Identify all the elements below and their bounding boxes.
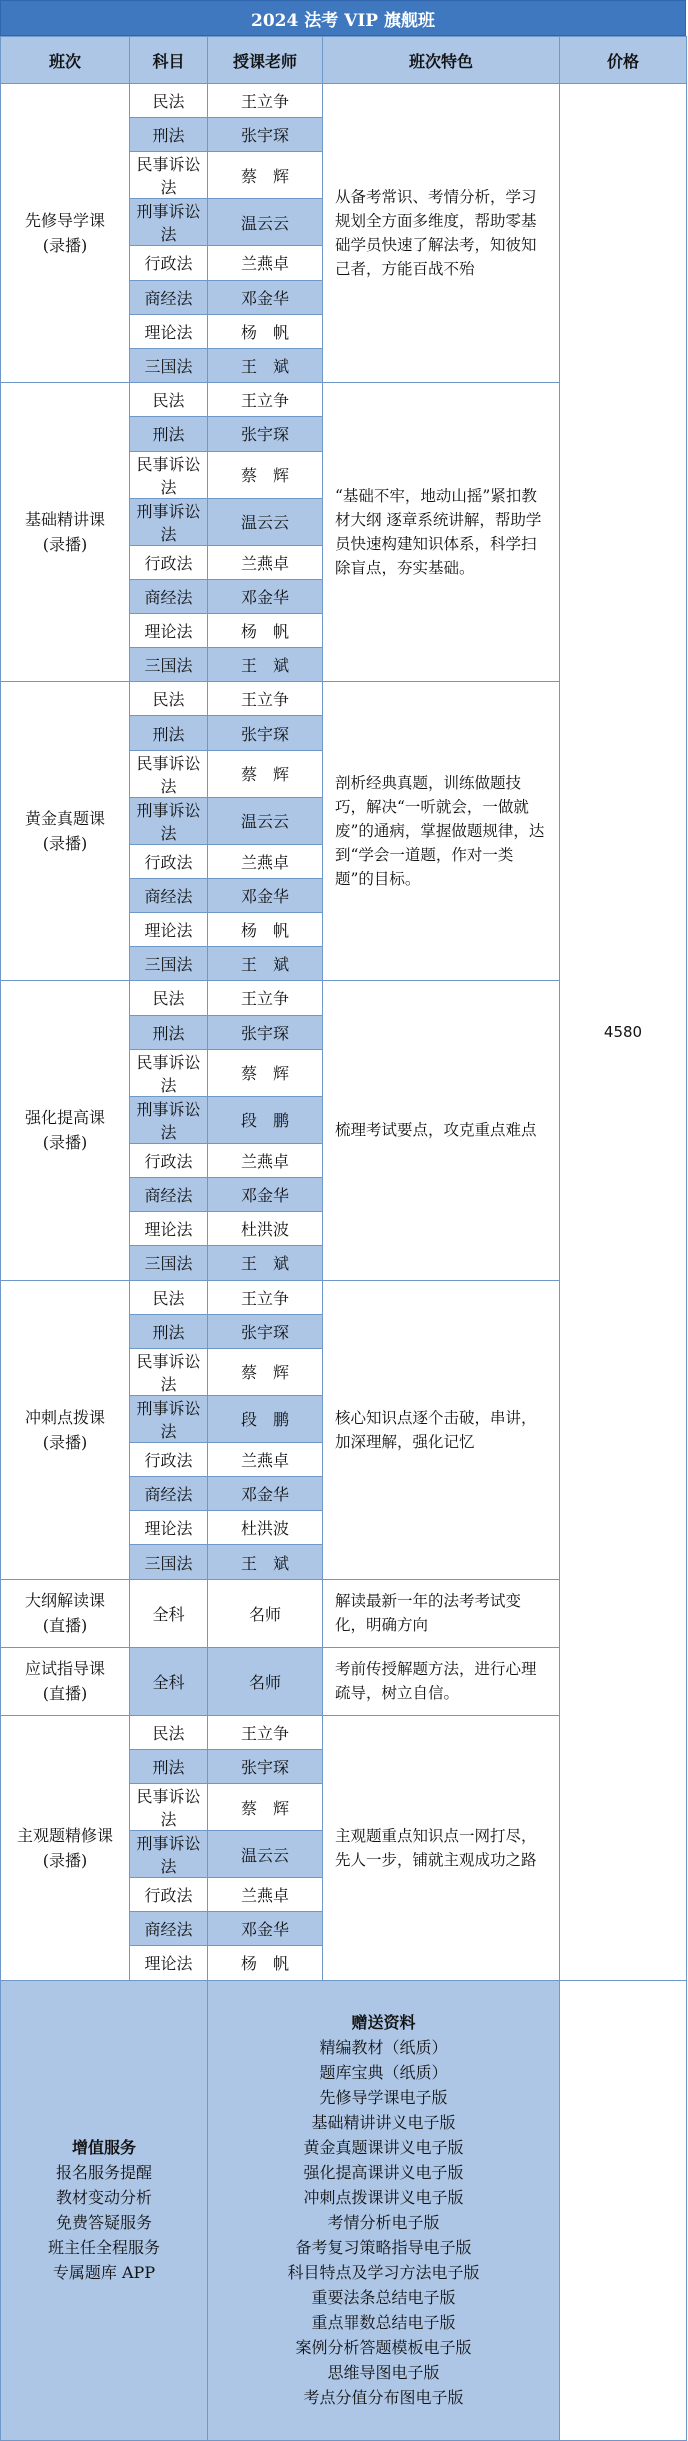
teacher-cell: 兰燕卓 — [208, 1143, 323, 1177]
class-name-cell — [1, 383, 130, 682]
teacher-cell: 张宇琛 — [208, 1749, 323, 1783]
subject-cell: 刑事诉讼法 — [130, 1831, 208, 1878]
teacher-cell: 杨 帆 — [208, 1946, 323, 1980]
subject-cell: 刑事诉讼法 — [130, 498, 208, 545]
class-name: 先修导学课 — [24, 211, 105, 231]
subject-cell: 商经法 — [130, 280, 208, 314]
subject-cell: 民法 — [130, 682, 208, 716]
gift-item: 思维导图电子版 — [327, 2363, 440, 2383]
teacher-cell: 温云云 — [208, 498, 323, 545]
teacher-cell: 兰燕卓 — [208, 545, 323, 579]
header-feature: 班次特色 — [323, 37, 560, 84]
class-mode: (直播) — [42, 1616, 88, 1636]
class-name-cell — [1, 1280, 130, 1579]
subject-cell: 行政法 — [130, 1442, 208, 1476]
header-row — [1, 37, 687, 84]
teacher-cell: 邓金华 — [208, 1177, 323, 1211]
empty-price-cell — [560, 1980, 687, 2440]
teacher-cell: 王 斌 — [208, 648, 323, 682]
class-name: 基础精讲课 — [24, 510, 105, 530]
teacher-cell: 邓金华 — [208, 1477, 323, 1511]
teacher-cell: 杨 帆 — [208, 913, 323, 947]
subject-cell: 理论法 — [130, 1946, 208, 1980]
subject-cell: 理论法 — [130, 913, 208, 947]
subject-cell: 民法 — [130, 84, 208, 118]
class-name-cell — [1, 682, 130, 981]
gift-item: 重要法条总结电子版 — [311, 2288, 456, 2308]
class-name: 强化提高课 — [24, 1108, 105, 1128]
teacher-cell: 段 鹏 — [208, 1096, 323, 1143]
header-price: 价格 — [560, 37, 687, 84]
teacher-cell: 杜洪波 — [208, 1212, 323, 1246]
subject-cell: 三国法 — [130, 648, 208, 682]
subject-cell: 刑事诉讼法 — [130, 797, 208, 844]
header-class: 班次 — [1, 37, 130, 84]
subject-cell: 行政法 — [130, 1878, 208, 1912]
class-mode: (录播) — [42, 1133, 88, 1153]
gift-item: 强化提高课讲义电子版 — [303, 2163, 464, 2183]
subject-cell: 民事诉讼法 — [130, 750, 208, 797]
subject-cell: 民事诉讼法 — [130, 451, 208, 498]
class-name-cell — [1, 1647, 130, 1715]
teacher-cell: 温云云 — [208, 199, 323, 246]
subject-cell: 刑法 — [130, 1749, 208, 1783]
feature-cell: 从备考常识、考情分析，学习规划全方面多维度，帮助零基础学员快速了解法考，知彼知己者，方能百战不殆 — [323, 84, 560, 383]
subject-cell: 商经法 — [130, 579, 208, 613]
teacher-cell: 名师 — [208, 1579, 323, 1647]
subject-cell: 民事诉讼法 — [130, 1784, 208, 1831]
services-heading: 增值服务 — [71, 2138, 136, 2158]
service-item: 免费答疑服务 — [55, 2213, 152, 2233]
class-name-cell — [1, 1579, 130, 1647]
class-mode: (录播) — [42, 834, 88, 854]
teacher-cell: 蔡 辉 — [208, 1784, 323, 1831]
class-name: 主观题精修课 — [16, 1825, 113, 1845]
class-mode: (录播) — [42, 236, 88, 256]
teacher-cell: 蔡 辉 — [208, 451, 323, 498]
subject-cell: 行政法 — [130, 246, 208, 280]
subject-cell: 行政法 — [130, 545, 208, 579]
teacher-cell: 张宇琛 — [208, 1314, 323, 1348]
teacher-cell: 名师 — [208, 1647, 323, 1715]
gift-item: 先修导学课电子版 — [319, 2088, 448, 2108]
subject-cell: 民法 — [130, 1715, 208, 1749]
gift-item: 精编教材（纸质） — [319, 2038, 448, 2058]
subject-cell: 民法 — [130, 1280, 208, 1314]
gift-item: 冲刺点拨课讲义电子版 — [303, 2188, 464, 2208]
teacher-cell: 兰燕卓 — [208, 1442, 323, 1476]
subject-cell: 理论法 — [130, 1212, 208, 1246]
service-item: 专属题库 APP — [52, 2263, 156, 2283]
teacher-cell: 邓金华 — [208, 1912, 323, 1946]
subject-cell: 刑法 — [130, 417, 208, 451]
header-teacher: 授课老师 — [208, 37, 323, 84]
teacher-cell: 王立争 — [208, 383, 323, 417]
price-cell: 4580 — [560, 84, 687, 1981]
subject-cell: 刑法 — [130, 118, 208, 152]
course-table — [0, 36, 687, 2441]
feature-cell: 梳理考试要点，攻克重点难点 — [323, 981, 560, 1280]
subject-cell: 民法 — [130, 383, 208, 417]
subject-cell: 全科 — [130, 1579, 208, 1647]
class-name: 大纲解读课 — [24, 1591, 105, 1611]
class-name-cell — [1, 981, 130, 1280]
subject-cell: 理论法 — [130, 314, 208, 348]
subject-cell: 商经法 — [130, 1912, 208, 1946]
teacher-cell: 王立争 — [208, 1715, 323, 1749]
teacher-cell: 杨 帆 — [208, 314, 323, 348]
gifts-heading: 赠送资料 — [351, 2013, 416, 2033]
subject-cell: 刑事诉讼法 — [130, 1096, 208, 1143]
feature-cell: 核心知识点逐个击破，串讲，加深理解，强化记忆 — [323, 1280, 560, 1579]
feature-cell: 解读最新一年的法考考试变化，明确方向 — [323, 1579, 560, 1647]
subject-cell: 刑事诉讼法 — [130, 199, 208, 246]
subject-cell: 民事诉讼法 — [130, 152, 208, 199]
class-name-cell — [1, 84, 130, 383]
subject-cell: 刑法 — [130, 1314, 208, 1348]
subject-cell: 刑法 — [130, 1015, 208, 1049]
class-name: 应试指导课 — [24, 1659, 105, 1679]
teacher-cell: 温云云 — [208, 1831, 323, 1878]
teacher-cell: 蔡 辉 — [208, 1348, 323, 1395]
gift-item: 题库宝典（纸质） — [319, 2063, 448, 2083]
teacher-cell: 张宇琛 — [208, 1015, 323, 1049]
gifts-cell — [208, 1980, 560, 2440]
subject-cell: 行政法 — [130, 844, 208, 878]
subject-cell: 三国法 — [130, 1545, 208, 1579]
class-mode: (录播) — [42, 535, 88, 555]
teacher-cell: 邓金华 — [208, 579, 323, 613]
page-title: 2024 法考 VIP 旗舰班 — [0, 0, 686, 36]
subject-cell: 三国法 — [130, 947, 208, 981]
class-name-cell — [1, 1715, 130, 1980]
teacher-cell: 蔡 辉 — [208, 152, 323, 199]
subject-cell: 民事诉讼法 — [130, 1348, 208, 1395]
class-mode: (录播) — [42, 1850, 88, 1870]
gift-item: 基础精讲讲义电子版 — [311, 2113, 456, 2133]
gift-item: 备考复习策略指导电子版 — [295, 2238, 472, 2258]
teacher-cell: 王 斌 — [208, 1246, 323, 1280]
teacher-cell: 温云云 — [208, 797, 323, 844]
teacher-cell: 张宇琛 — [208, 118, 323, 152]
feature-cell: 考前传授解题方法，进行心理疏导，树立自信。 — [323, 1647, 560, 1715]
subject-cell: 行政法 — [130, 1143, 208, 1177]
class-name: 黄金真题课 — [24, 809, 105, 829]
gift-item: 黄金真题课讲义电子版 — [303, 2138, 464, 2158]
subject-cell: 刑法 — [130, 716, 208, 750]
teacher-cell: 张宇琛 — [208, 417, 323, 451]
service-item: 教材变动分析 — [55, 2188, 152, 2208]
teacher-cell: 王立争 — [208, 84, 323, 118]
teacher-cell: 段 鹏 — [208, 1395, 323, 1442]
class-mode: (录播) — [42, 1432, 88, 1452]
teacher-cell: 王立争 — [208, 981, 323, 1015]
teacher-cell: 王立争 — [208, 682, 323, 716]
teacher-cell: 王 斌 — [208, 947, 323, 981]
teacher-cell: 杨 帆 — [208, 613, 323, 647]
subject-cell: 民法 — [130, 981, 208, 1015]
service-item: 班主任全程服务 — [47, 2238, 160, 2258]
gift-item: 重点罪数总结电子版 — [311, 2313, 456, 2333]
service-item: 报名服务提醒 — [55, 2163, 152, 2183]
subject-cell: 理论法 — [130, 613, 208, 647]
subject-cell: 刑事诉讼法 — [130, 1395, 208, 1442]
teacher-cell: 张宇琛 — [208, 716, 323, 750]
teacher-cell: 杜洪波 — [208, 1511, 323, 1545]
teacher-cell: 兰燕卓 — [208, 1878, 323, 1912]
subject-cell: 商经法 — [130, 1177, 208, 1211]
gift-item: 考点分值分布图电子版 — [303, 2388, 464, 2408]
teacher-cell: 邓金华 — [208, 878, 323, 912]
subject-cell: 三国法 — [130, 348, 208, 382]
subject-cell: 三国法 — [130, 1246, 208, 1280]
teacher-cell: 蔡 辉 — [208, 1049, 323, 1096]
subject-cell: 全科 — [130, 1647, 208, 1715]
subject-cell: 商经法 — [130, 878, 208, 912]
services-cell — [1, 1980, 208, 2440]
header-subject: 科目 — [130, 37, 208, 84]
teacher-cell: 王 斌 — [208, 1545, 323, 1579]
feature-cell: 主观题重点知识点一网打尽，先人一步，铺就主观成功之路 — [323, 1715, 560, 1980]
teacher-cell: 王立争 — [208, 1280, 323, 1314]
teacher-cell: 兰燕卓 — [208, 246, 323, 280]
subject-cell: 民事诉讼法 — [130, 1049, 208, 1096]
teacher-cell: 王 斌 — [208, 348, 323, 382]
subject-cell: 理论法 — [130, 1511, 208, 1545]
gift-item: 科目特点及学习方法电子版 — [287, 2263, 480, 2283]
table-row — [1, 84, 687, 118]
gift-item: 案例分析答题模板电子版 — [295, 2338, 472, 2358]
subject-cell: 商经法 — [130, 1477, 208, 1511]
feature-cell: “基础不牢，地动山摇”紧扣教材大纲 逐章系统讲解，帮助学员快速构建知识体系，科学扫除盲点，夯实基础。 — [323, 383, 560, 682]
class-name: 冲刺点拨课 — [24, 1407, 105, 1427]
teacher-cell: 兰燕卓 — [208, 844, 323, 878]
benefits-row — [1, 1980, 687, 2440]
class-mode: (直播) — [42, 1684, 88, 1704]
gift-item: 考情分析电子版 — [327, 2213, 440, 2233]
feature-cell: 剖析经典真题，训练做题技巧，解决“一听就会，一做就废”的通病，掌握做题规律，达到“学会一道题，作对一类题”的目标。 — [323, 682, 560, 981]
teacher-cell: 蔡 辉 — [208, 750, 323, 797]
teacher-cell: 邓金华 — [208, 280, 323, 314]
